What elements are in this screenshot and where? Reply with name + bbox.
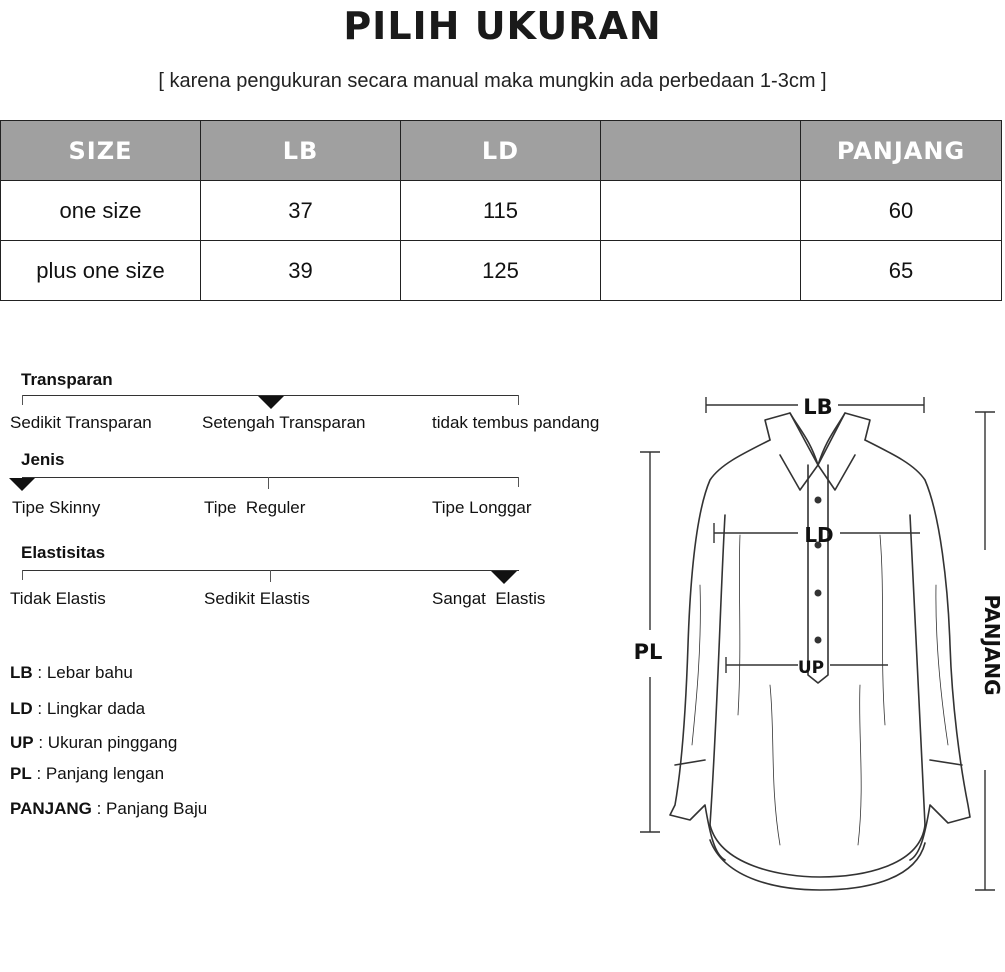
legend-item	[10, 733, 177, 753]
diagram-label-ld: LD	[804, 523, 834, 547]
legend-item	[10, 663, 133, 683]
shirt-illustration	[630, 385, 1005, 905]
scale-tick	[22, 395, 23, 405]
cell-lb: 37	[201, 181, 401, 241]
scale-option: Tidak Elastis	[10, 589, 106, 608]
scale-title-elastisitas: Elastisitas	[21, 543, 106, 562]
cell-panjang: 60	[801, 181, 1002, 241]
scale-option: Sedikit Elastis	[204, 589, 310, 608]
legend-item	[10, 764, 164, 784]
diagram-label-lb: LB	[803, 395, 833, 419]
diagram-label-pl: PL	[633, 640, 663, 664]
legend-abbr: LD	[10, 699, 33, 718]
scale-line	[22, 477, 519, 478]
scale-option: Tipe Longgar	[432, 498, 532, 517]
scale-option: Sedikit Transparan	[10, 413, 152, 432]
scale-option: tidak tembus pandang	[432, 413, 600, 432]
legend-desc: : Lingkar dada	[32, 699, 146, 718]
page-title: PILIH UKURAN	[343, 4, 662, 48]
legend-desc: : Lebar bahu	[32, 663, 133, 682]
cell-lb: 39	[201, 241, 401, 301]
scale-option: Setengah Transparan	[202, 413, 366, 432]
legend-item	[10, 799, 207, 819]
selection-marker-icon	[491, 571, 517, 584]
legend-desc: : Ukuran pinggang	[33, 733, 178, 752]
header-ld: LD	[401, 121, 601, 181]
legend-desc: : Panjang Baju	[91, 799, 208, 818]
legend-abbr: PL	[10, 764, 32, 783]
measurement-note: [ karena pengukuran secara manual maka mungkin ada perbedaan 1-3cm ]	[158, 70, 827, 92]
cell-empty	[601, 241, 801, 301]
header-lb: LB	[201, 121, 401, 181]
legend-abbr: UP	[10, 733, 34, 752]
scale-tick	[268, 477, 269, 489]
scale-tick	[518, 477, 519, 487]
shirt-measurement-diagram	[630, 385, 1005, 905]
scale-tick	[22, 570, 23, 580]
legend-abbr: PANJANG	[10, 799, 92, 818]
table-header-row	[1, 121, 1002, 181]
scale-tick	[518, 395, 519, 405]
header-size: SIZE	[1, 121, 201, 181]
selection-marker-icon	[258, 396, 284, 409]
diagram-label-up: UP	[797, 658, 825, 678]
cell-panjang: 65	[801, 241, 1002, 301]
scale-option: Sangat Elastis	[432, 589, 546, 608]
legend-abbr: LB	[10, 663, 33, 682]
scale-title-transparan: Transparan	[21, 370, 113, 389]
size-table	[0, 120, 1002, 301]
cell-size: one size	[1, 181, 201, 241]
diagram-label-panjang: PANJANG	[980, 594, 1004, 696]
cell-ld: 125	[401, 241, 601, 301]
legend-desc: : Panjang lengan	[31, 764, 165, 783]
scale-option: Tipe Reguler	[204, 498, 306, 517]
cell-empty	[601, 181, 801, 241]
table-row	[1, 241, 1002, 301]
scale-title-jenis: Jenis	[21, 450, 65, 469]
header-empty	[601, 121, 801, 181]
scale-tick	[270, 570, 271, 582]
scale-option: Tipe Skinny	[12, 498, 101, 517]
selection-marker-icon	[9, 478, 35, 491]
cell-ld: 115	[401, 181, 601, 241]
table-row	[1, 181, 1002, 241]
legend-item	[10, 699, 145, 719]
cell-size: plus one size	[1, 241, 201, 301]
header-panjang: PANJANG	[801, 121, 1002, 181]
